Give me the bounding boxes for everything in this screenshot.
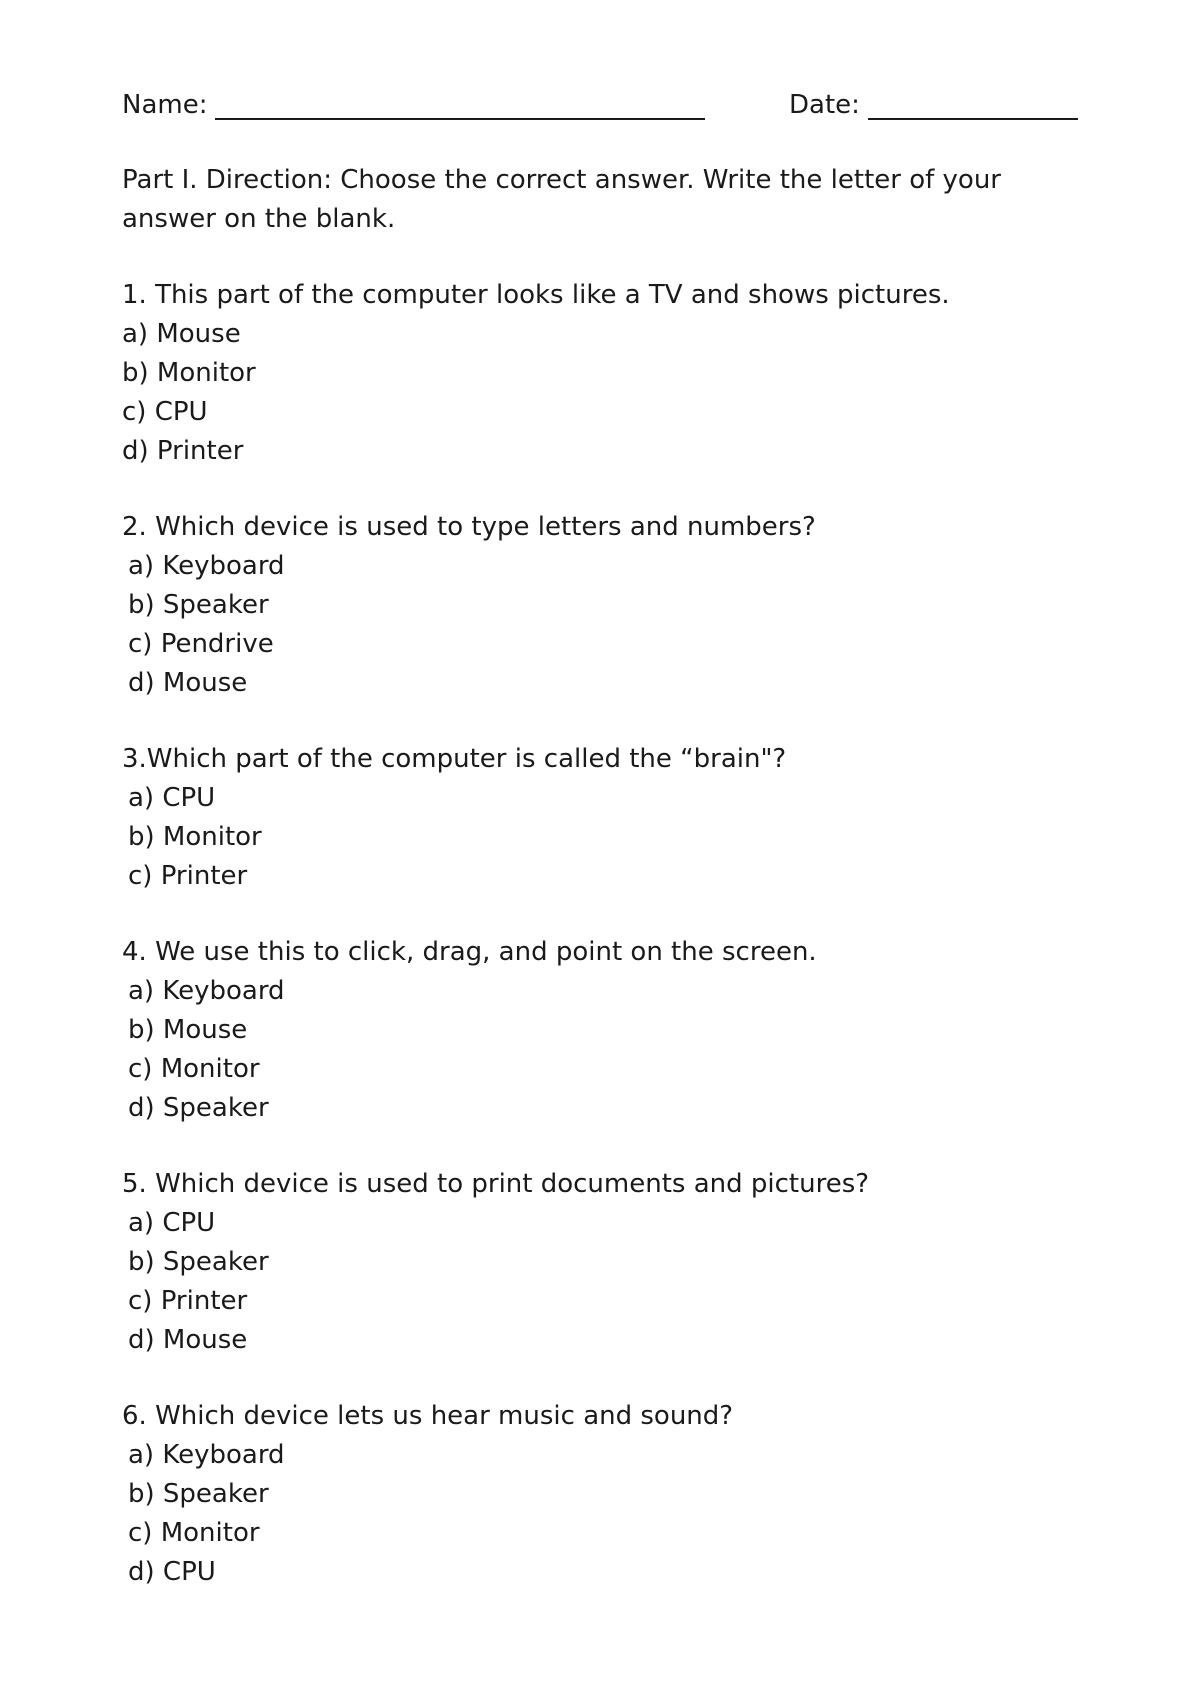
question-text: 1. This part of the computer looks like a TV and shows pictures. [122,280,950,310]
option-list [122,779,1082,896]
option-d: d) Mouse [128,668,248,698]
option-d: d) Mouse [128,1325,248,1355]
option-a: a) CPU [128,783,216,813]
question-4 [122,933,1082,1128]
option-d: d) CPU [128,1557,216,1587]
question-5 [122,1165,1082,1360]
option-d: d) Printer [122,436,244,466]
option-list [122,1204,1082,1360]
option-b: b) Speaker [128,1479,269,1509]
question-text: 5. Which device is used to print documents and pictures? [122,1169,870,1199]
option-d: d) Speaker [128,1093,269,1123]
question-2 [122,508,1082,703]
name-field [122,90,705,120]
option-c: c) CPU [122,397,208,427]
question-3 [122,740,1082,896]
option-b: b) Monitor [122,358,256,388]
date-field [789,90,1078,120]
option-b: b) Speaker [128,590,269,620]
question-6 [122,1397,1082,1592]
question-text: 2. Which device is used to type letters and numbers? [122,512,816,542]
worksheet-page [122,82,1082,1592]
option-a: a) Keyboard [128,976,285,1006]
option-c: c) Pendrive [128,629,274,659]
direction-text: Part I. Direction: Choose the correct answer. Write the letter of your answer on the blank. [122,165,1001,234]
option-c: c) Monitor [128,1054,260,1084]
option-a: a) CPU [128,1208,216,1238]
option-c: c) Monitor [128,1518,260,1548]
option-a: a) Keyboard [128,1440,285,1470]
option-a: a) Mouse [122,319,241,349]
option-b: b) Mouse [128,1015,248,1045]
option-list [122,972,1082,1128]
date-label: Date: [789,90,860,120]
option-c: c) Printer [128,1286,248,1316]
name-blank-line [215,92,705,120]
date-blank-line [868,92,1078,120]
question-text: 3.Which part of the computer is called the “brain"? [122,744,787,774]
option-a: a) Keyboard [128,551,285,581]
option-b: b) Speaker [128,1247,269,1277]
question-text: 6. Which device lets us hear music and sound? [122,1401,734,1431]
option-b: b) Monitor [128,822,262,852]
option-list [122,1436,1082,1592]
option-list [122,547,1082,703]
option-list [122,315,1082,471]
question-text: 4. We use this to click, drag, and point on the screen. [122,937,817,967]
option-c: c) Printer [128,861,248,891]
question-1 [122,276,1082,471]
name-label: Name: [122,90,208,120]
header-row [122,82,1082,132]
